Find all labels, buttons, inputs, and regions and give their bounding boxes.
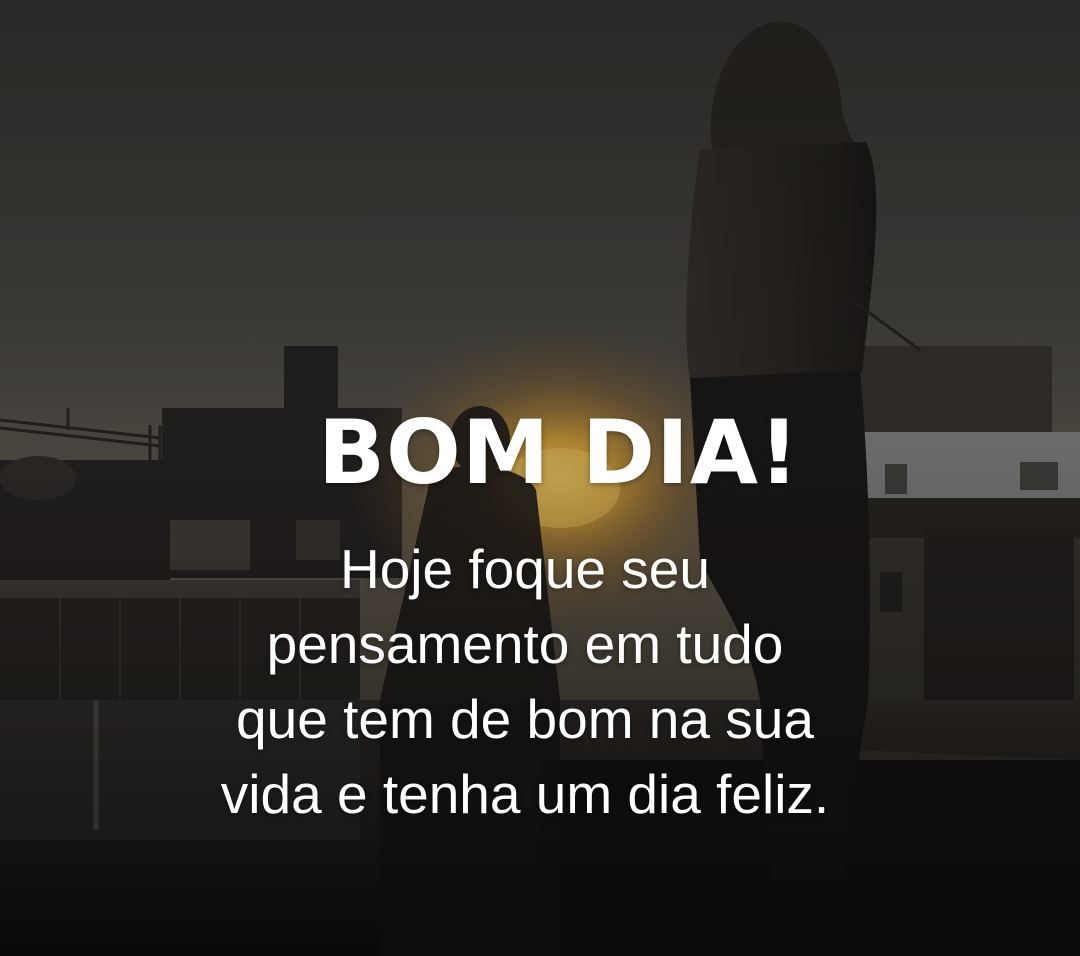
message-line: pensamento em tudo	[266, 613, 784, 675]
message-line: que tem de bom na sua	[236, 688, 814, 750]
message-line: vida e tenha um dia feliz.	[220, 763, 830, 825]
message-line: Hoje foque seu	[340, 538, 710, 600]
headline: BOM DIA!	[317, 401, 801, 504]
